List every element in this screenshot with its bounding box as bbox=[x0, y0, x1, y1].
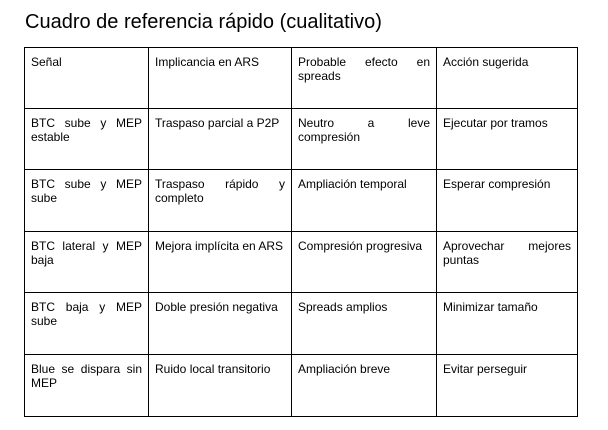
table-cell: BTC baja y MEP sube bbox=[25, 293, 149, 355]
table-cell: Ruido local transitorio bbox=[149, 355, 292, 417]
table-row bbox=[25, 109, 578, 170]
header-cell-spread-effect: Probable efecto en spreads bbox=[292, 48, 437, 109]
table-cell: Compresión progresiva bbox=[292, 232, 437, 293]
table-row bbox=[25, 355, 578, 417]
page-title: Cuadro de referencia rápido (cualitativo) bbox=[25, 11, 382, 33]
table-cell: Neutro a leve compresión bbox=[292, 109, 437, 170]
table-cell: Ampliación breve bbox=[292, 355, 437, 417]
header-cell-implication: Implicancia en ARS bbox=[149, 48, 292, 109]
table-cell: Spreads amplios bbox=[292, 293, 437, 355]
header-cell-suggested-action: Acción sugerida bbox=[437, 48, 578, 109]
table-cell: Traspaso rápido y completo bbox=[149, 170, 292, 232]
table-cell: Aprovechar mejores puntas bbox=[437, 232, 578, 293]
table-cell: Doble presión negativa bbox=[149, 293, 292, 355]
table-row bbox=[25, 170, 578, 232]
reference-table bbox=[24, 47, 578, 417]
table-header-row bbox=[25, 48, 578, 109]
table-cell: Ejecutar por tramos bbox=[437, 109, 578, 170]
table-cell: Evitar perseguir bbox=[437, 355, 578, 417]
table-cell: BTC sube y MEP sube bbox=[25, 170, 149, 232]
table-cell: Minimizar tamaño bbox=[437, 293, 578, 355]
table-cell: Blue se dispara sin MEP bbox=[25, 355, 149, 417]
table-row bbox=[25, 232, 578, 293]
table-cell: BTC sube y MEP estable bbox=[25, 109, 149, 170]
table-cell: Esperar compresión bbox=[437, 170, 578, 232]
header-cell-signal: Señal bbox=[25, 48, 149, 109]
table-cell: Mejora implícita en ARS bbox=[149, 232, 292, 293]
table-cell: BTC lateral y MEP baja bbox=[25, 232, 149, 293]
table-cell: Traspaso parcial a P2P bbox=[149, 109, 292, 170]
table-cell: Ampliación temporal bbox=[292, 170, 437, 232]
table-row bbox=[25, 293, 578, 355]
